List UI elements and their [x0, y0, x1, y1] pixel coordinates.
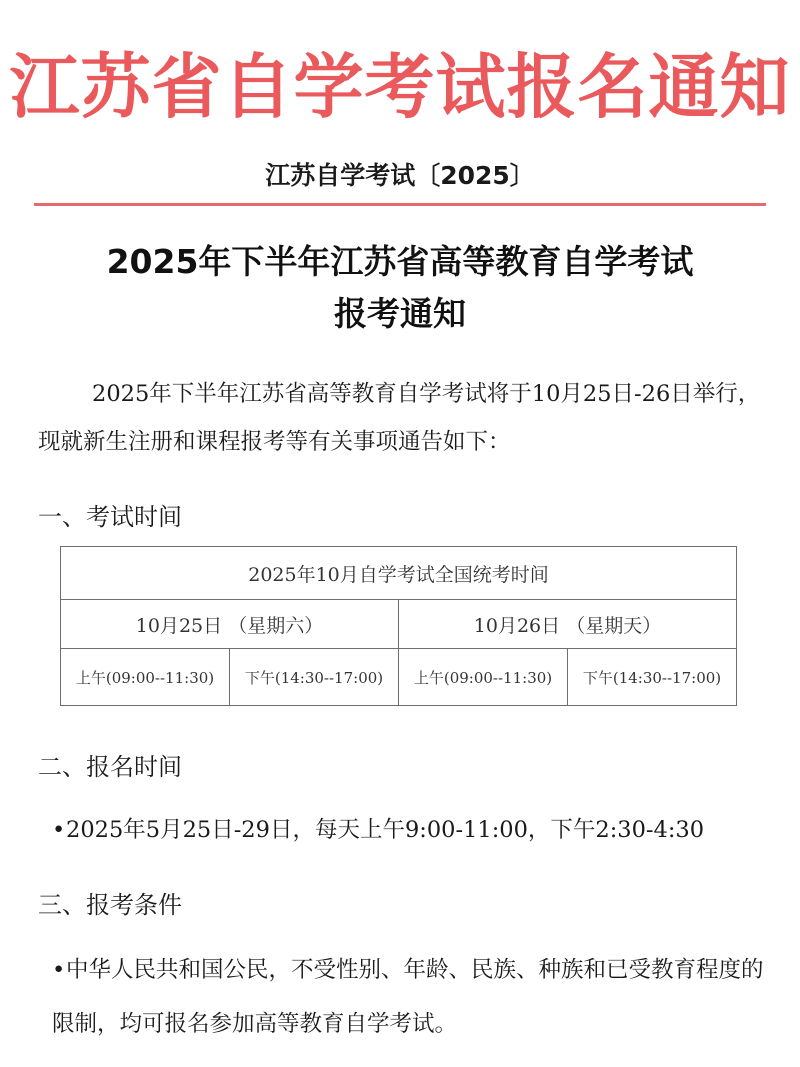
- registration-time-text: 2025年5月25日-29日，每天上午9:00-11:00，下午2:30-4:30: [66, 817, 705, 843]
- exam-day-2-afternoon: 下午(14:30--17:00): [568, 649, 737, 706]
- eligibility-bullet: [52, 943, 772, 1051]
- exam-day-1-afternoon: 下午(14:30--17:00): [230, 649, 399, 706]
- banner-title: 江苏省自学考试报名通知: [9, 46, 791, 128]
- intro-paragraph: 2025年下半年江苏省高等教育自学考试将于10月25日-26日举行，现就新生注册和课程报考等有关事项通告如下：: [38, 381, 761, 455]
- section-heading-registration-time: 二、报名时间: [38, 753, 182, 781]
- exam-day-1-date: 10月25日 （星期六）: [61, 600, 399, 649]
- exam-table-title: 2025年10月自学考试全国统考时间: [61, 547, 737, 600]
- red-divider: [34, 203, 766, 206]
- bullet-dot: •: [52, 957, 66, 983]
- section-heading-eligibility: 三、报考条件: [38, 891, 182, 919]
- document-title: [0, 236, 800, 340]
- document-title-line-2: 报考通知: [334, 294, 466, 333]
- section-heading-exam-time: 一、考试时间: [38, 503, 182, 531]
- issuer-line: 江苏自学考试〔2025〕: [265, 161, 535, 190]
- exam-schedule-table: [60, 546, 737, 706]
- exam-day-2-date: 10月26日 （星期天）: [399, 600, 737, 649]
- bullet-dot: •: [52, 817, 66, 843]
- exam-day-1-morning: 上午(09:00--11:30): [61, 649, 230, 706]
- document-title-line-1: 2025年下半年江苏省高等教育自学考试: [106, 242, 694, 281]
- eligibility-text: 中华人民共和国公民，不受性别、年龄、民族、种族和已受教育程度的限制，均可报名参加高等教育自学考试。: [52, 957, 764, 1037]
- registration-time-bullet: [52, 803, 772, 857]
- exam-day-2-morning: 上午(09:00--11:30): [399, 649, 568, 706]
